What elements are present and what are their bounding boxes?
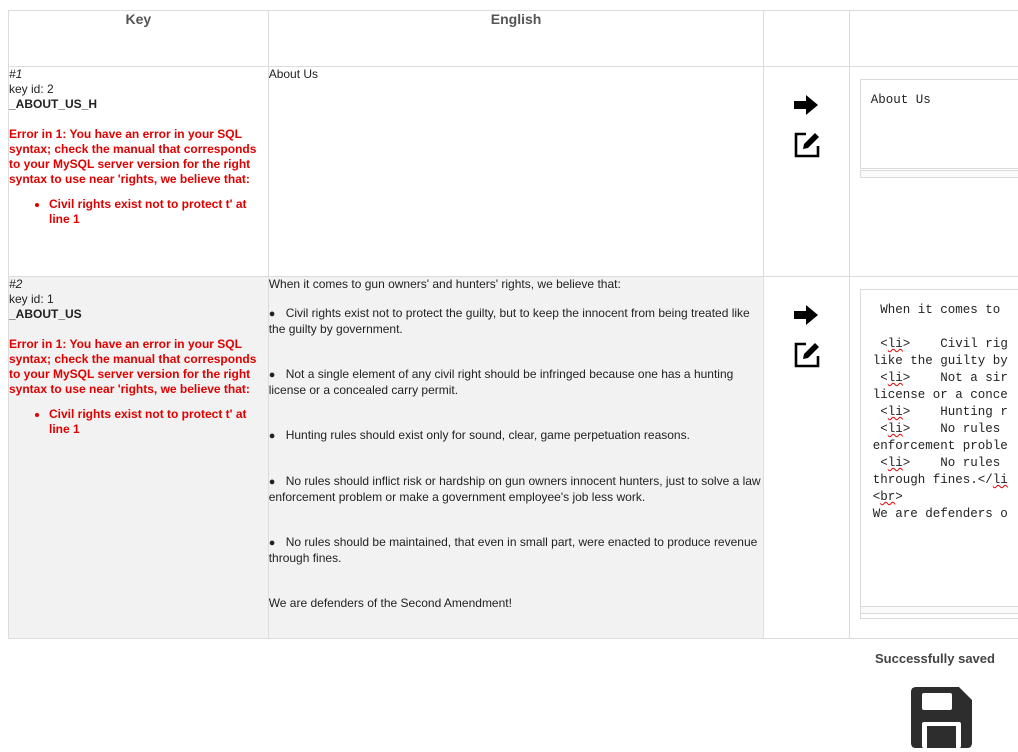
- key-name: _ABOUT_US: [9, 307, 82, 321]
- key-name: _ABOUT_US_H: [9, 97, 98, 111]
- textarea-line: When it comes to: [872, 303, 1001, 317]
- textarea-line: <li> No rules: [872, 456, 1001, 470]
- key-column-header: Key: [9, 11, 269, 67]
- key-cell: [9, 277, 269, 639]
- table-header-row: [9, 11, 1018, 67]
- key-id: key id: 1: [9, 292, 54, 306]
- textarea-line: [873, 319, 1018, 336]
- english-list: [269, 306, 764, 566]
- translation-cell: [849, 67, 1018, 277]
- arrow-right-icon[interactable]: [793, 94, 819, 116]
- list-item: ● No rules should be maintained, that even in small part, were enacted to produce revenue through fines.: [268, 535, 758, 565]
- error-message: [9, 127, 268, 227]
- table-row: [9, 277, 1018, 639]
- textarea-scrollbar[interactable]: [860, 170, 1018, 178]
- english-intro: When it comes to gun owners' and hunters' rights, we believe that:: [268, 277, 621, 291]
- textarea-line: We are defenders o: [872, 507, 1008, 521]
- translation-cell: [849, 277, 1018, 639]
- english-cell: [268, 67, 764, 277]
- action-cell: [764, 277, 849, 639]
- key-id: key id: 2: [9, 82, 54, 96]
- textarea-line: through fines.</li: [872, 473, 1008, 487]
- save-status: Successfully saved: [875, 651, 995, 666]
- list-item: ● Civil rights exist not to protect the guilty, but to keep the innocent from being treated like the guilty by government.: [268, 306, 750, 336]
- error-item: • Civil rights exist not to protect t' at line 1: [49, 407, 268, 437]
- action-cell: [764, 67, 849, 277]
- translation-table: [8, 10, 1018, 639]
- textarea-scrollbar[interactable]: [860, 606, 1018, 614]
- textarea-line: <br>: [872, 490, 903, 504]
- arrow-right-icon[interactable]: [793, 304, 819, 326]
- english-cell: [268, 277, 764, 639]
- error-text: Error in 1: You have an error in your SQL syntax; check the manual that corresponds to your MySQL server version for the right syntax to use near 'rights, we believe that:: [9, 337, 257, 396]
- textarea-line: <li> Not a sir: [872, 371, 1008, 385]
- key-cell: [9, 67, 269, 277]
- action-column-header: [764, 11, 849, 67]
- english-outro: We are defenders of the Second Amendment!: [268, 596, 512, 610]
- edit-icon[interactable]: [793, 341, 821, 369]
- error-text: Error in 1: You have an error in your SQL syntax; check the manual that corresponds to your MySQL server version for the right syntax to use near 'rights, we believe that:: [9, 127, 257, 186]
- english-text: About Us: [268, 67, 319, 81]
- textarea-line: About Us: [870, 93, 931, 107]
- textarea-line: license or a conce: [872, 388, 1008, 402]
- translation-textarea[interactable]: [860, 79, 1018, 169]
- floppy-disk-icon[interactable]: [910, 686, 973, 749]
- error-message: [9, 337, 268, 437]
- error-item: • Civil rights exist not to protect t' at line 1: [49, 197, 268, 227]
- table-row: [9, 67, 1018, 277]
- translation-textarea[interactable]: [860, 289, 1018, 619]
- row-number: #2: [9, 277, 23, 291]
- textarea-line: <li> Hunting r: [872, 405, 1008, 419]
- textarea-line: enforcement proble: [872, 439, 1008, 453]
- textarea-line: like the guilty by: [872, 354, 1008, 368]
- row-number: #1: [9, 67, 23, 81]
- edit-icon[interactable]: [793, 131, 821, 159]
- list-item: ● Not a single element of any civil right should be infringed because one has a hunting license or a concealed carry permit.: [268, 367, 734, 397]
- list-item: ● No rules should inflict risk or hardship on gun owners innocent hunters, just to solve a law enforcement problem or make a government employee's job less work.: [268, 474, 761, 504]
- textarea-line: <li> No rules: [872, 422, 1001, 436]
- english-column-header: English: [268, 11, 764, 67]
- list-item: ● Hunting rules should exist only for sound, clear, game perpetuation reasons.: [268, 428, 690, 442]
- translation-column-header: [849, 11, 1018, 67]
- textarea-line: <li> Civil rig: [872, 337, 1008, 351]
